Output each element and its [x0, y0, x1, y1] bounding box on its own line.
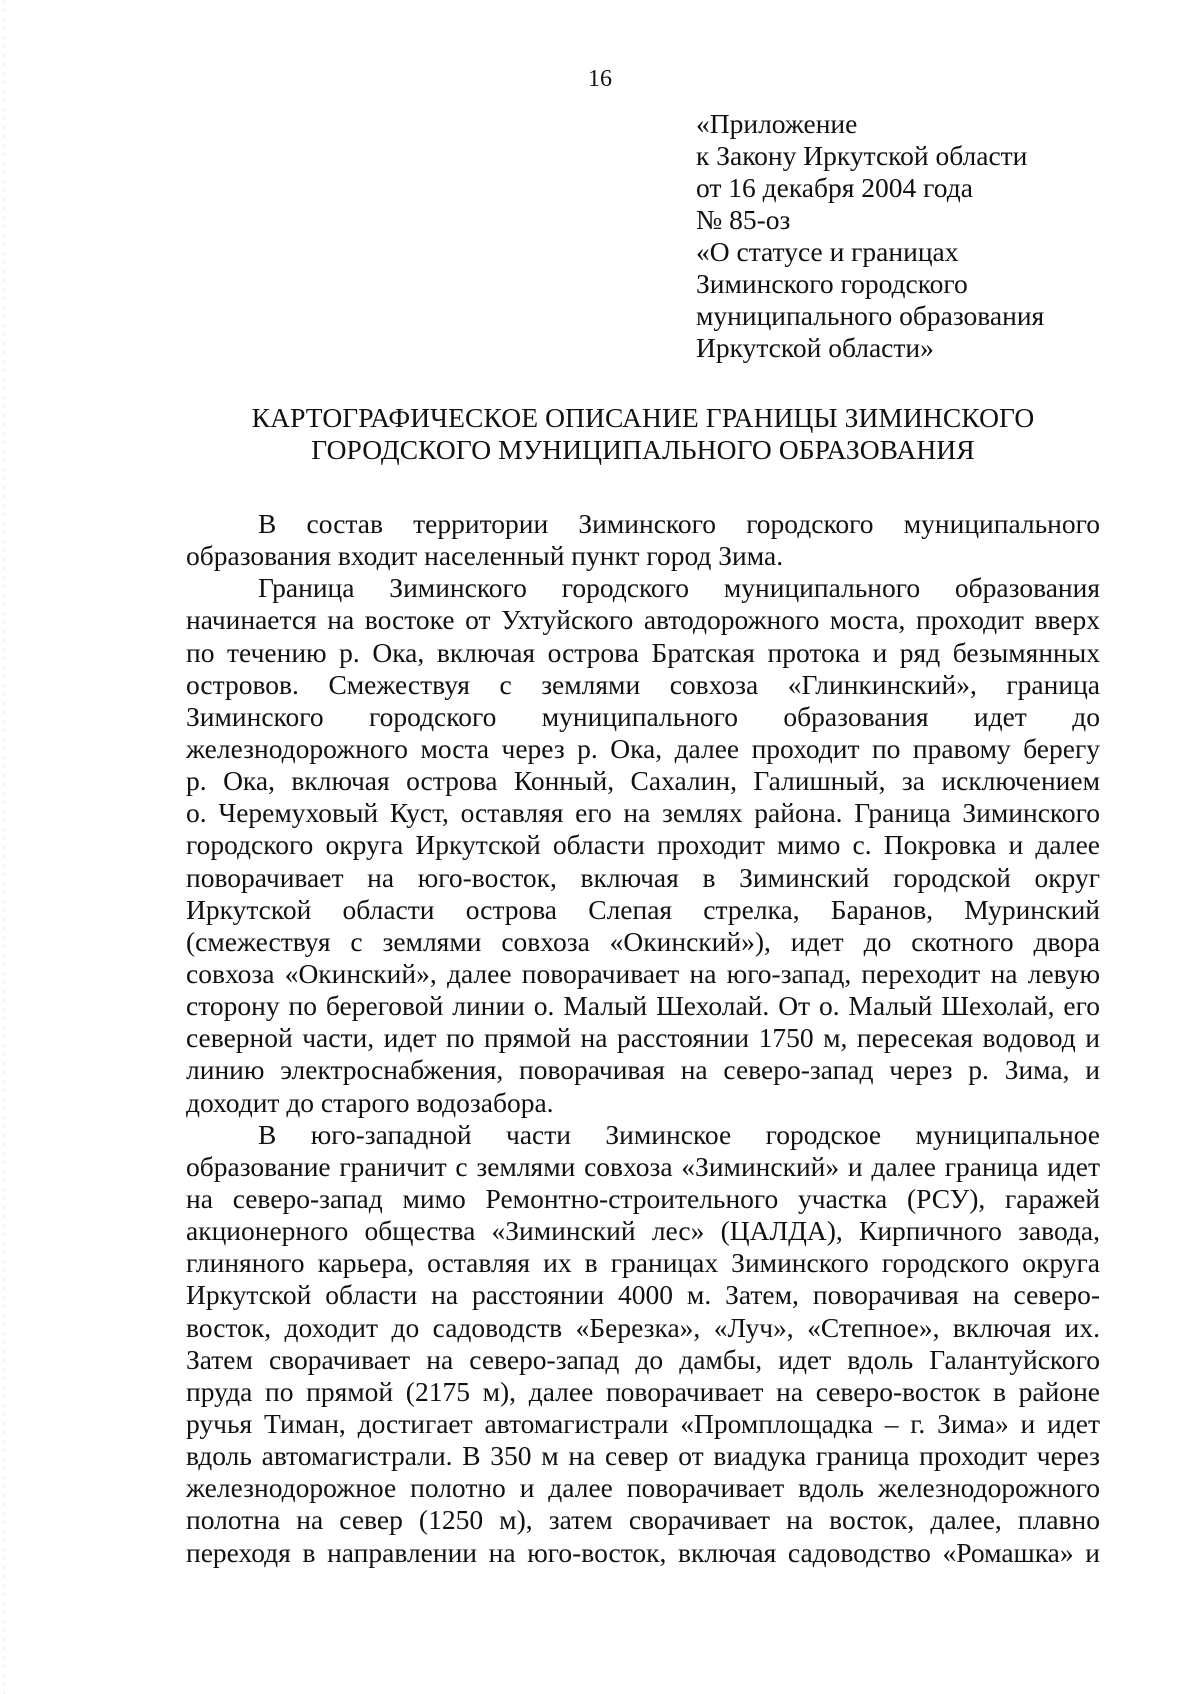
title-line: КАРТОГРАФИЧЕСКОЕ ОПИСАНИЕ ГРАНИЦЫ ЗИМИНСКОГО: [251, 402, 1035, 433]
title-line: ГОРОДСКОГО МУНИЦИПАЛЬНОГО ОБРАЗОВАНИЯ: [311, 434, 975, 465]
text-line: поворачивает на юго-восток, включая в Зиминский городской округ: [186, 861, 1100, 893]
text-line: начинается на востоке от Ухтуйского автодорожного моста, проходит вверх: [186, 604, 1100, 636]
text-line: Зиминского городского муниципального образования идет до: [186, 700, 1100, 732]
text-line: о. Черемуховый Куст, оставляя его на землях района. Граница Зиминского: [186, 797, 1100, 829]
appendix-line: к Закону Иркутской области: [696, 140, 1028, 171]
scan-edge-artifact: [4, 0, 5, 1694]
appendix-line: Зиминского городского: [696, 268, 968, 299]
text-line: В состав территории Зиминского городского муниципального: [258, 508, 1100, 539]
text-line: глиняного карьера, оставляя их в границах Зиминского городского округа: [186, 1247, 1100, 1279]
text-line: на северо-запад мимо Ремонтно-строительного участка (РСУ), гаражей: [186, 1182, 1100, 1214]
text-line: по течению р. Ока, включая острова Братская протока и ряд безымянных: [186, 636, 1100, 668]
text-line: северной части, идет по прямой на расстоянии 1750 м, пересекая водовод и: [186, 1022, 1100, 1054]
body-text: [186, 508, 1100, 1569]
text-line: железнодорожное полотно и далее поворачивает вдоль железнодорожного: [186, 1472, 1100, 1504]
paragraph-composition: [186, 508, 1100, 572]
text-line: образования входит населенный пункт город Зима.: [186, 540, 784, 572]
appendix-line: муниципального образования: [696, 300, 1045, 331]
text-line: вдоль автомагистрали. В 350 м на север от виадука граница проходит через: [186, 1440, 1100, 1472]
appendix-line: от 16 декабря 2004 года: [696, 172, 973, 203]
text-line: железнодорожного моста через р. Ока, далее проходит по правому берегу: [186, 732, 1100, 764]
text-line: Иркутской области острова Слепая стрелка, Баранов, Муринский: [186, 893, 1100, 925]
paragraph-boundary-southwest: [186, 1119, 1100, 1569]
document-title: [186, 402, 1100, 466]
text-line: В юго-западной части Зиминское городское муниципальное: [258, 1118, 1100, 1150]
text-line: линию электроснабжения, поворачивая на северо-запад через р. Зима, и: [186, 1054, 1100, 1086]
text-line: пруда по прямой (2175 м), далее поворачивает на северо-восток в районе: [186, 1375, 1100, 1407]
text-line: р. Ока, включая острова Конный, Сахалин, Галишный, за исключением: [186, 765, 1100, 797]
text-line: Иркутской области на расстоянии 4000 м. Затем, поворачивая на северо-: [186, 1279, 1100, 1311]
text-line: акционерного общества «Зиминский лес» (ЦАЛДА), Кирпичного завода,: [186, 1215, 1100, 1247]
text-line: островов. Смежествуя с землями совхоза «Глинкинский», граница: [186, 668, 1100, 700]
text-line: переходя в направлении на юго-восток, включая садоводство «Ромашка» и: [186, 1536, 1100, 1568]
text-line: восток, доходит до садоводств «Березка», «Луч», «Степное», включая их.: [186, 1311, 1100, 1343]
appendix-line: «О статусе и границах: [696, 236, 959, 267]
text-line: городского округа Иркутской области проходит мимо с. Покровка и далее: [186, 829, 1100, 861]
text-line: образование граничит с землями совхоза «Зиминский» и далее граница идет: [186, 1150, 1100, 1182]
text-line: Затем сворачивает на северо-запад до дамбы, идет вдоль Галантуйского: [186, 1343, 1100, 1375]
text-line: совхоза «Окинский», далее поворачивает на юго-запад, переходит на левую: [186, 957, 1100, 989]
appendix-reference: [696, 108, 1166, 364]
appendix-line: Иркутской области»: [696, 332, 934, 363]
appendix-line: № 85-оз: [696, 204, 791, 235]
text-line: сторону по береговой линии о. Малый Шехолай. От о. Малый Шехолай, его: [186, 990, 1100, 1022]
appendix-line: «Приложение: [696, 108, 858, 139]
text-line: Граница Зиминского городского муниципального образования: [258, 572, 1100, 604]
text-line: (смежествуя с землями совхоза «Окинский»), идет до скотного двора: [186, 925, 1100, 957]
text-line: доходит до старого водозабора.: [186, 1086, 554, 1118]
page-number: 16: [588, 66, 612, 92]
text-line: ручья Тиман, достигает автомагистрали «Промплощадка – г. Зима» и идет: [186, 1407, 1100, 1439]
text-line: полотна на север (1250 м), затем сворачивает на восток, далее, плавно: [186, 1504, 1100, 1536]
paragraph-boundary-east: [186, 572, 1100, 1118]
